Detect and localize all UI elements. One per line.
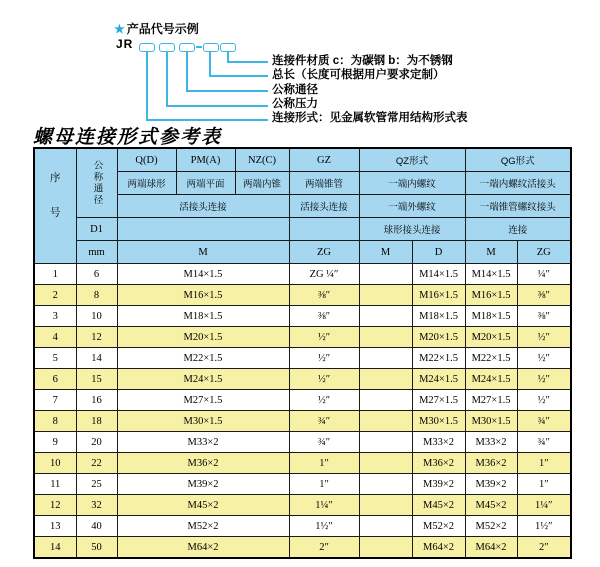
cell-qz-m: [359, 495, 412, 516]
cell-gz: 1″: [289, 453, 359, 474]
connector-hline-1: [146, 119, 268, 121]
header-unit-zg: ZG: [289, 241, 359, 264]
code-label-material: 连接件材质 c：为碳钢 b：为不锈钢: [272, 55, 453, 67]
cell-qg-zg: ½″: [517, 369, 571, 390]
cell-dn: 10: [76, 306, 117, 327]
cell-qz-d: M18×1.5: [412, 306, 465, 327]
connector-hline-4: [209, 75, 268, 77]
cell-qz-d: M33×2: [412, 432, 465, 453]
cell-gz: ⅜″: [289, 285, 359, 306]
code-dash: [196, 46, 202, 48]
cell-qz-d: M30×1.5: [412, 411, 465, 432]
cell-qz-m: [359, 516, 412, 537]
cell-dn: 32: [76, 495, 117, 516]
connector-vline-3: [186, 51, 188, 90]
header-type-qz: 一端内螺纹: [359, 172, 465, 195]
cell-qz-d: M45×2: [412, 495, 465, 516]
header-type-qg: 一端内螺纹活接头: [465, 172, 571, 195]
connector-hline-5: [227, 61, 268, 63]
cell-qg-zg: 2″: [517, 537, 571, 559]
cell-qz-m: [359, 285, 412, 306]
cell-qz-m: [359, 327, 412, 348]
table-title: 螺母连接形式参考表: [33, 127, 223, 148]
cell-qz-d: M36×2: [412, 453, 465, 474]
cell-m: M36×2: [117, 453, 289, 474]
connector-vline-2: [166, 51, 168, 105]
diagram-title: [114, 20, 199, 37]
cell-m: M22×1.5: [117, 348, 289, 369]
table-row: [34, 453, 571, 474]
cell-qg-m: M33×2: [465, 432, 517, 453]
header-conn-qz: 一端外螺纹: [359, 195, 465, 218]
cell-gz: ZG ¼″: [289, 264, 359, 285]
header-unit-m: M: [117, 241, 289, 264]
cell-dn: 15: [76, 369, 117, 390]
cell-gz: ½″: [289, 369, 359, 390]
cell-seq: 4: [34, 327, 76, 348]
header-col-qz: QZ形式: [359, 148, 465, 172]
cell-gz: 1¼″: [289, 495, 359, 516]
code-label-pressure: 公称压力: [272, 98, 318, 110]
header-blank-gz: [289, 218, 359, 241]
cell-qg-m: M24×1.5: [465, 369, 517, 390]
header-conn-left: 活接头连接: [117, 195, 289, 218]
cell-qz-d: M22×1.5: [412, 348, 465, 369]
cell-qz-d: M39×2: [412, 474, 465, 495]
cell-gz: 2″: [289, 537, 359, 559]
cell-qg-m: M16×1.5: [465, 285, 517, 306]
cell-qz-m: [359, 453, 412, 474]
header-unit-qz-m: M: [359, 241, 412, 264]
cell-seq: 5: [34, 348, 76, 369]
cell-gz: 1½″: [289, 516, 359, 537]
cell-qz-m: [359, 348, 412, 369]
cell-qz-d: M20×1.5: [412, 327, 465, 348]
cell-qg-zg: ¾″: [517, 432, 571, 453]
header-type-q: 两端球形: [117, 172, 176, 195]
cell-m: M30×1.5: [117, 411, 289, 432]
cell-qg-m: M36×2: [465, 453, 517, 474]
table-row: [34, 348, 571, 369]
cell-qz-m: [359, 411, 412, 432]
cell-dn: 14: [76, 348, 117, 369]
cell-m: M27×1.5: [117, 390, 289, 411]
cell-qz-m: [359, 369, 412, 390]
cell-qg-zg: ½″: [517, 327, 571, 348]
cell-qg-zg: 1″: [517, 453, 571, 474]
cell-dn: 18: [76, 411, 117, 432]
cell-qz-m: [359, 474, 412, 495]
cell-qg-zg: ½″: [517, 348, 571, 369]
cell-gz: ⅜″: [289, 306, 359, 327]
header-col-pm: PM(A): [176, 148, 235, 172]
cell-qz-m: [359, 432, 412, 453]
cell-gz: ¾″: [289, 432, 359, 453]
cell-qz-m: [359, 306, 412, 327]
table-row: [34, 537, 571, 559]
header-conn-qg: 一端锥管螺纹接头: [465, 195, 571, 218]
code-box-4: [203, 43, 219, 52]
cell-qg-m: M45×2: [465, 495, 517, 516]
cell-dn: 50: [76, 537, 117, 559]
table-body: [34, 264, 571, 559]
header-blank-left: [117, 218, 289, 241]
cell-seq: 14: [34, 537, 76, 559]
header-unit-qg-m: M: [465, 241, 517, 264]
cell-m: M16×1.5: [117, 285, 289, 306]
cell-qg-zg: 1¼″: [517, 495, 571, 516]
cell-gz: 1″: [289, 474, 359, 495]
header-col-nz: NZ(C): [235, 148, 289, 172]
cell-qz-d: M16×1.5: [412, 285, 465, 306]
header-sub-qz: 球形接头连接: [359, 218, 465, 241]
cell-seq: 13: [34, 516, 76, 537]
table-row: [34, 369, 571, 390]
header-sub-qg: 连接: [465, 218, 571, 241]
cell-qg-zg: ½″: [517, 390, 571, 411]
cell-qz-m: [359, 264, 412, 285]
table-row: [34, 264, 571, 285]
header-col-gz: GZ: [289, 148, 359, 172]
cell-qz-d: M24×1.5: [412, 369, 465, 390]
cell-seq: 3: [34, 306, 76, 327]
cell-qz-d: M52×2: [412, 516, 465, 537]
header-type-gz: 两端锥管: [289, 172, 359, 195]
cell-gz: ½″: [289, 327, 359, 348]
cell-m: M45×2: [117, 495, 289, 516]
header-seq: 序号: [34, 148, 76, 264]
star-icon: ★: [114, 22, 125, 36]
cell-dn: 22: [76, 453, 117, 474]
table-row: [34, 474, 571, 495]
code-label-length: 总长（长度可根据用户要求定制）: [272, 69, 445, 81]
cell-qg-zg: ⅜″: [517, 306, 571, 327]
cell-qg-zg: ⅜″: [517, 285, 571, 306]
header-d1: D1: [76, 218, 117, 241]
nut-connection-table: [33, 147, 572, 559]
cell-qg-m: M39×2: [465, 474, 517, 495]
cell-gz: ¾″: [289, 411, 359, 432]
cell-dn: 25: [76, 474, 117, 495]
cell-qg-m: M52×2: [465, 516, 517, 537]
cell-qz-d: M64×2: [412, 537, 465, 559]
table-row: [34, 432, 571, 453]
cell-qg-m: M20×1.5: [465, 327, 517, 348]
table-header: [34, 148, 571, 264]
cell-qg-zg: 1″: [517, 474, 571, 495]
header-conn-gz: 活接头连接: [289, 195, 359, 218]
connector-vline-1: [146, 51, 148, 119]
cell-qg-zg: ¾″: [517, 411, 571, 432]
cell-seq: 8: [34, 411, 76, 432]
table-row: [34, 495, 571, 516]
cell-dn: 6: [76, 264, 117, 285]
cell-seq: 9: [34, 432, 76, 453]
header-col-qg: QG形式: [465, 148, 571, 172]
header-unit-qg-zg: ZG: [517, 241, 571, 264]
diagram-title-text: 产品代号示例: [126, 22, 199, 36]
cell-dn: 40: [76, 516, 117, 537]
cell-seq: 2: [34, 285, 76, 306]
cell-gz: ½″: [289, 348, 359, 369]
cell-seq: 7: [34, 390, 76, 411]
table-row: [34, 306, 571, 327]
header-type-nz: 两端内锥: [235, 172, 289, 195]
header-unit-qz-d: D: [412, 241, 465, 264]
code-label-connection: 连接形式：见金属软管常用结构形式表: [272, 112, 468, 124]
cell-seq: 6: [34, 369, 76, 390]
table-row: [34, 327, 571, 348]
cell-m: M64×2: [117, 537, 289, 559]
connector-vline-4: [209, 51, 211, 75]
cell-qg-m: M14×1.5: [465, 264, 517, 285]
cell-qg-m: M64×2: [465, 537, 517, 559]
cell-m: M18×1.5: [117, 306, 289, 327]
connector-vline-5: [227, 51, 229, 61]
cell-seq: 10: [34, 453, 76, 474]
cell-qz-d: M14×1.5: [412, 264, 465, 285]
cell-m: M14×1.5: [117, 264, 289, 285]
cell-qg-zg: 1½″: [517, 516, 571, 537]
table-row: [34, 516, 571, 537]
header-unit-mm: mm: [76, 241, 117, 264]
cell-seq: 1: [34, 264, 76, 285]
cell-gz: ½″: [289, 390, 359, 411]
header-col-q: Q(D): [117, 148, 176, 172]
cell-seq: 12: [34, 495, 76, 516]
connector-hline-2: [166, 105, 268, 107]
cell-dn: 8: [76, 285, 117, 306]
cell-m: M39×2: [117, 474, 289, 495]
cell-qg-m: M30×1.5: [465, 411, 517, 432]
header-dn: 公称通径: [76, 148, 117, 218]
cell-m: M33×2: [117, 432, 289, 453]
cell-dn: 20: [76, 432, 117, 453]
cell-m: M24×1.5: [117, 369, 289, 390]
cell-qz-m: [359, 537, 412, 559]
cell-dn: 12: [76, 327, 117, 348]
cell-qg-zg: ¼″: [517, 264, 571, 285]
cell-qg-m: M18×1.5: [465, 306, 517, 327]
cell-seq: 11: [34, 474, 76, 495]
product-code-prefix: JR: [116, 37, 134, 51]
table-row: [34, 390, 571, 411]
cell-qg-m: M27×1.5: [465, 390, 517, 411]
cell-m: M52×2: [117, 516, 289, 537]
cell-qz-d: M27×1.5: [412, 390, 465, 411]
code-label-diameter: 公称通径: [272, 84, 318, 96]
table-row: [34, 411, 571, 432]
cell-qg-m: M22×1.5: [465, 348, 517, 369]
cell-dn: 16: [76, 390, 117, 411]
cell-qz-m: [359, 390, 412, 411]
connector-hline-3: [186, 90, 268, 92]
table-row: [34, 285, 571, 306]
header-type-pm: 两端平面: [176, 172, 235, 195]
cell-m: M20×1.5: [117, 327, 289, 348]
